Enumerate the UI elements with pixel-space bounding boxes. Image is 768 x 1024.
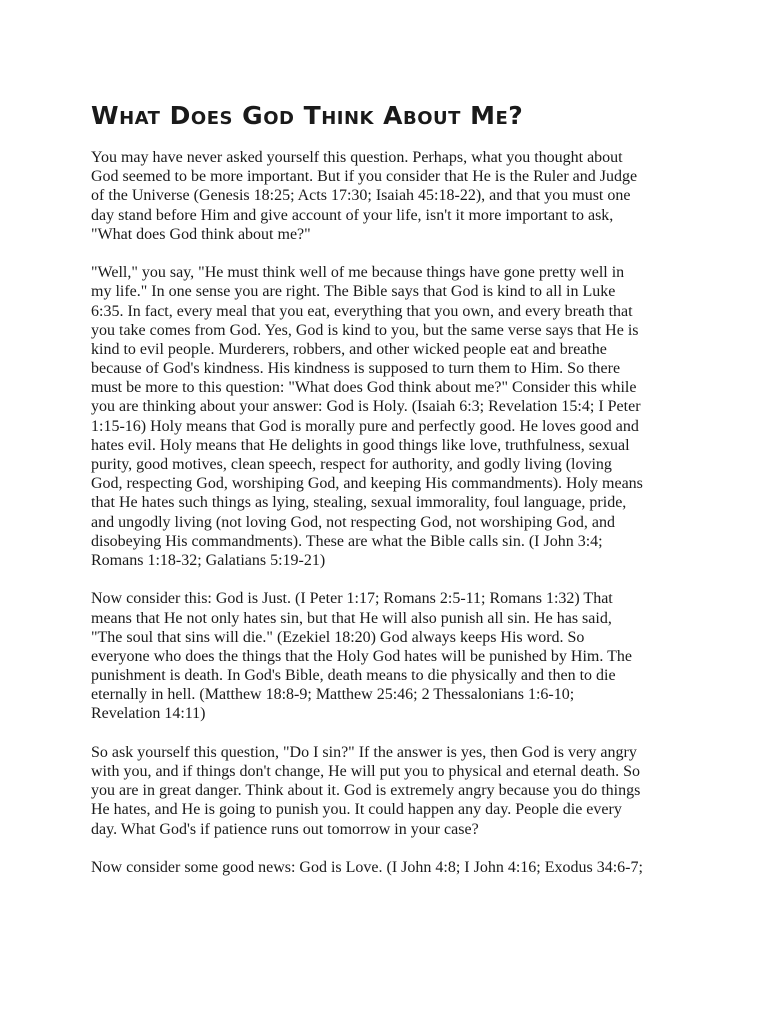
text-line: and ungodly living (not loving God, not respecting God, not worshiping God, and xyxy=(91,513,615,531)
text-line: He hates, and He is going to punish you. It could happen any day. People die every xyxy=(91,801,622,819)
text-line: eternally in hell. (Matthew 18:8-9; Matthew 25:46; 2 Thessalonians 1:6-10; xyxy=(91,686,575,704)
text-line: means that He not only hates sin, but that He will also punish all sin. He has said, xyxy=(91,609,612,627)
text-line: So ask yourself this question, "Do I sin?" If the answer is yes, then God is very angry xyxy=(91,743,637,761)
text-line: you take comes from God. Yes, God is kind to you, but the same verse says that He is xyxy=(91,321,639,339)
text-line: 1:15-16) Holy means that God is morally pure and perfectly good. He loves good and xyxy=(91,417,639,435)
text-line: "Well," you say, "He must think well of me because things have gone pretty well in xyxy=(91,264,625,282)
text-line: because of God's kindness. His kindness is supposed to turn them to Him. So there xyxy=(91,360,621,378)
text-line: you are in great danger. Think about it. God is extremely angry because you do things xyxy=(91,782,641,800)
paragraph-3 xyxy=(91,589,691,723)
paragraph-1 xyxy=(91,148,691,244)
text-line: disobeying His commandments). These are what the Bible calls sin. (I John 3:4; xyxy=(91,532,603,550)
paragraph-5 xyxy=(91,858,691,877)
document-title: What Does God Think About Me? xyxy=(91,101,524,130)
text-line: 6:35. In fact, every meal that you eat, everything that you own, and every breath that xyxy=(91,302,633,320)
text-line: you are thinking about your answer: God is Holy. (Isaiah 6:3; Revelation 15:4; I Peter xyxy=(91,398,641,416)
text-line: punishment is death. In God's Bible, death means to die physically and then to die xyxy=(91,667,616,685)
text-line: "What does God think about me?" xyxy=(91,225,311,243)
paragraph-4 xyxy=(91,743,691,839)
text-line: day. What God's if patience runs out tomorrow in your case? xyxy=(91,820,479,838)
paragraph-2 xyxy=(91,263,691,570)
text-line: with you, and if things don't change, He will put you to physical and eternal death. So xyxy=(91,763,640,780)
text-line: of the Universe (Genesis 18:25; Acts 17:30; Isaiah 45:18-22), and that you must one xyxy=(91,187,631,205)
text-line: Now consider some good news: God is Love. (I John 4:8; I John 4:16; Exodus 34:6-7; xyxy=(91,858,643,876)
text-line: that He hates such things as lying, stealing, sexual immorality, foul language, pride, xyxy=(91,494,627,512)
text-line: Revelation 14:11) xyxy=(91,705,206,723)
text-line: Romans 1:18-32; Galatians 5:19-21) xyxy=(91,551,326,569)
text-line: day stand before Him and give account of your life, isn't it more important to ask, xyxy=(91,206,614,224)
text-line: must be more to this question: "What does God think about me?" Consider this while xyxy=(91,379,637,397)
text-line: God seemed to be more important. But if you consider that He is the Ruler and Judge xyxy=(91,168,638,186)
text-line: "The soul that sins will die." (Ezekiel 18:20) God always keeps His word. So xyxy=(91,628,585,646)
text-line: Now consider this: God is Just. (I Peter 1:17; Romans 2:5-11; Romans 1:32) That xyxy=(91,590,613,608)
text-line: everyone who does the things that the Holy God hates will be punished by Him. The xyxy=(91,647,632,665)
text-line: my life." In one sense you are right. The Bible says that God is kind to all in Luke xyxy=(91,283,616,301)
text-line: God, respecting God, worshiping God, and keeping His commandments). Holy means xyxy=(91,475,643,493)
text-line: You may have never asked yourself this question. Perhaps, what you thought about xyxy=(91,149,623,166)
text-line: kind to evil people. Murderers, robbers, and other wicked people eat and breathe xyxy=(91,340,607,358)
document-body xyxy=(91,148,691,896)
text-line: hates evil. Holy means that He delights in good things like love, truthfulness, sexual xyxy=(91,436,630,454)
text-line: purity, good motives, clean speech, respect for authority, and godly living (loving xyxy=(91,456,612,473)
